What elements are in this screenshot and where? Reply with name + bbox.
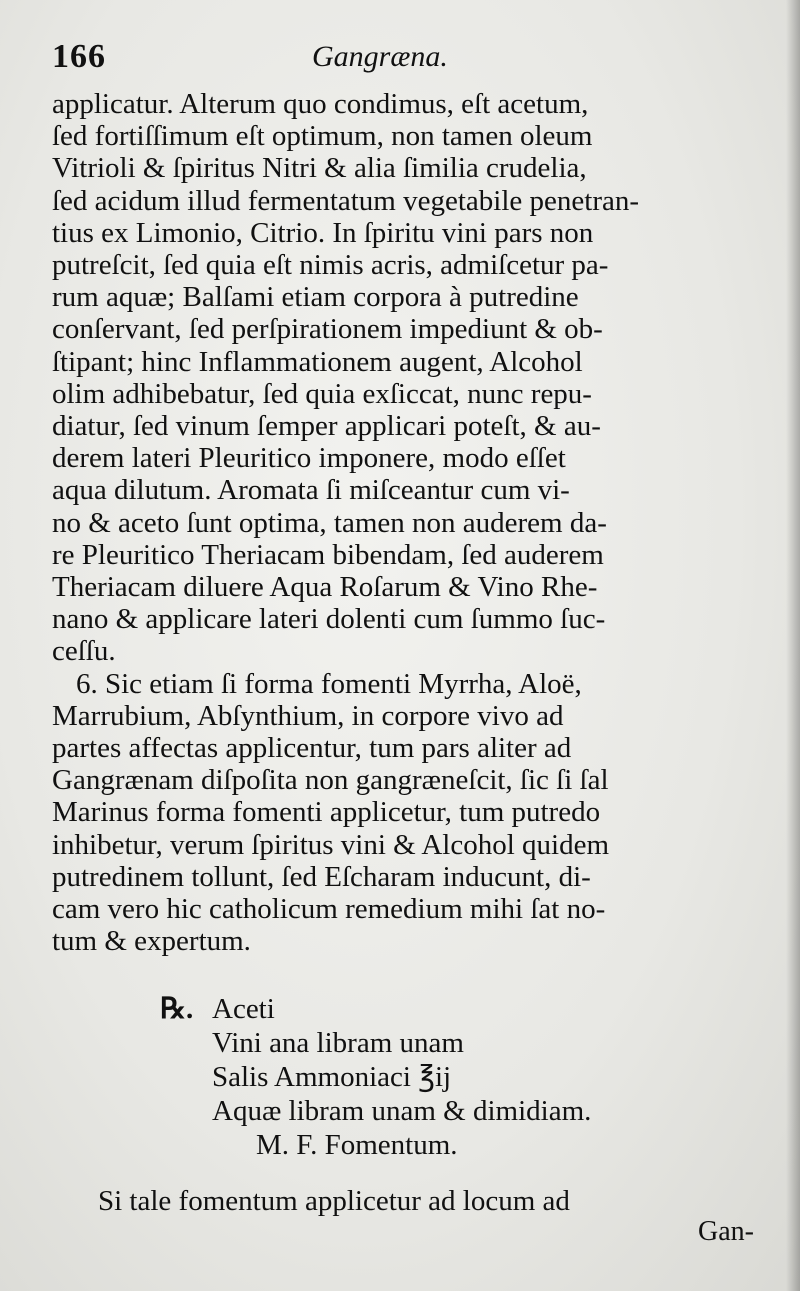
- rx-symbol: ℞.: [160, 993, 194, 1025]
- text-line: no & aceto ſunt optima, tamen non auderem da-: [52, 506, 607, 539]
- paragraph-start-line: 6. Sic etiam ſi forma fomenti Myrrha, Aloë,: [76, 667, 582, 700]
- recipe-ingredient: Aquæ libram unam & dimidiam.: [212, 1095, 592, 1127]
- text-line: putreſcit, ſed quia eſt nimis acris, admiſcetur pa-: [52, 249, 609, 282]
- text-line: rum aquæ; Balſami etiam corpora à putredine: [52, 281, 579, 314]
- text-line: applicatur. Alterum quo condimus, eſt acetum,: [52, 88, 589, 120]
- text-line: tius ex Limonio, Citrio. In ſpiritu vini pars non: [52, 216, 594, 249]
- text-line: ſtipant; hinc Inflammationem augent, Alcohol: [52, 345, 583, 378]
- recipe-ingredient: Aceti: [212, 993, 275, 1025]
- text-line: putredinem tollunt, ſed Eſcharam inducunt, di-: [52, 860, 591, 893]
- catchword: Gan-: [698, 1216, 754, 1247]
- text-line: nano & applicare lateri dolenti cum ſummo ſuc-: [52, 603, 606, 636]
- text-line: diatur, ſed vinum ſemper applicari poteſt, & au-: [52, 410, 601, 443]
- recipe-line: [160, 992, 720, 1026]
- text-line: derem lateri Pleuritico imponere, modo eſſet: [52, 442, 566, 475]
- recipe-ingredient: Salis Ammoniaci ℥ij: [212, 1061, 452, 1093]
- recipe-block: [160, 992, 720, 1162]
- text-line: partes affectas applicentur, tum pars aliter ad: [52, 732, 572, 765]
- text-line: Gangrænam diſpoſita non gangræneſcit, ſic ſi ſal: [52, 764, 609, 797]
- text-line: Marinus forma fomenti applicetur, tum putredo: [52, 796, 601, 829]
- body-text: [52, 88, 752, 957]
- recipe-closing: M. F. Fomentum.: [256, 1129, 458, 1161]
- running-title: Gangræna.: [312, 40, 448, 73]
- text-line: conſervant, ſed perſpirationem impediunt & ob-: [52, 313, 603, 346]
- text-line: tum & expertum.: [52, 925, 251, 958]
- recipe-ingredient: Vini ana libram unam: [212, 1027, 464, 1059]
- page-edge-shadow: [786, 0, 800, 1291]
- text-line: aqua dilutum. Aromata ſi miſceantur cum vi-: [52, 474, 570, 507]
- text-line: cam vero hic catholicum remedium mihi ſat no-: [52, 893, 606, 926]
- text-line: re Pleuritico Theriacam bibendam, ſed auderem: [52, 538, 604, 571]
- page-header: [52, 38, 752, 86]
- text-line: ceſſu.: [52, 635, 116, 668]
- footer-text: Si tale fomentum applicetur ad locum ad: [98, 1185, 570, 1217]
- text-line: Vitrioli & ſpiritus Nitri & alia ſimilia crudelia,: [52, 152, 587, 185]
- text-line: Theriacam diluere Aqua Roſarum & Vino Rhe-: [52, 571, 598, 604]
- page-number: 166: [52, 38, 106, 75]
- text-line: inhibetur, verum ſpiritus vini & Alcohol quidem: [52, 828, 610, 861]
- text-line: ſed acidum illud fermentatum vegetabile penetran-: [52, 184, 640, 217]
- text-line: Marrubium, Abſynthium, in corpore vivo ad: [52, 699, 564, 732]
- text-line: ſed fortiſſimum eſt optimum, non tamen oleum: [52, 120, 593, 153]
- text-line: olim adhibebatur, ſed quia exſiccat, nunc repu-: [52, 377, 592, 410]
